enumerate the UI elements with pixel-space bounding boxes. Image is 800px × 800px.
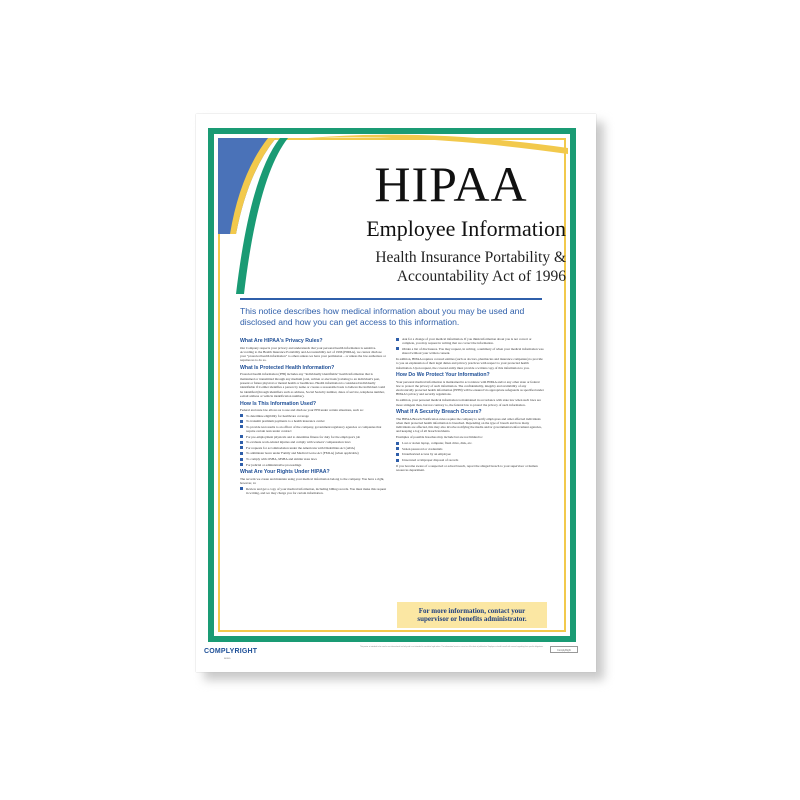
list-item: To comply with OSHA, MSHA and similar state laws (240, 457, 388, 461)
publisher-badge: ComplyRight (550, 646, 578, 653)
list-item: Obtain a list of disclosures. You may request, in writing, a summary of when your medical information was shared without your written consent. (396, 347, 544, 356)
title-divider (240, 298, 542, 300)
poster-subtitle: Employee Information (366, 216, 566, 241)
breach-list (396, 441, 544, 462)
section-body: In addition, HIPAA requires covered entities (such as doctors, pharmacies and insurance companies) to provide to you an explanation of their legal duties and privacy practices with respect to your protected health information. Upon request, the covered entity must provide a written copy of this information to you. (396, 357, 543, 370)
list-item: Unsecured or improper disposal of records (396, 458, 544, 462)
list-item: Ask for a change of your medical information. If you think information about you is not correct or complete, you may request in writing that we correct the information. (396, 337, 544, 346)
callout-line-1: For more information, contact your (418, 606, 526, 615)
section-body: Federal and state law allows us to use and disclose your PHI under certain situations, such as: (240, 407, 364, 412)
section-body: Examples of possible breaches may include but are not limited to: (396, 435, 483, 440)
list-item: Review and get a copy of your medical information, including billing records. You must make this request in writing, and we may charge you for certain information. (240, 487, 388, 496)
right-column (396, 336, 544, 474)
section-heading: What Are Your Rights Under HIPAA? (240, 469, 330, 476)
section-heading: What Are HIPAA's Privacy Rules? (240, 338, 323, 345)
fine-print: This poster is intended to be used as an informational tool only and is not intended to constitute legal advice. The information herein is current as of the date of publication. Employers should consult with counsel regarding their specific obligations. (360, 646, 544, 648)
section-heading: What If A Security Breach Occurs? (396, 409, 482, 416)
product-code: R0905 (224, 658, 231, 660)
section-body: Your personal medical information is maintained in accordance with HIPAA and/or any other state or federal law to protect the privacy of such information. The confidentiality, integrity and availability of any electronically protected health information (EPHI) will be ensured via appropriate safeguards as specified under HIPAA's privacy and security regulations. (396, 379, 544, 397)
list-item: To evaluate work-related injuries and comply with workers' compensation laws (240, 440, 388, 444)
list-item: To transmit premium payments to a health insurance carrier (240, 419, 388, 423)
rights-list-part-1 (240, 487, 388, 496)
act-line-1: Health Insurance Portability & (375, 249, 566, 266)
yellow-top-swoosh (308, 135, 568, 154)
section-body: If you become aware of a suspected or actual breach, report the alleged breach to your supervisor or human resources department. (396, 463, 538, 473)
section-body: The records we create and maintain using your medical information belong to the company. You have a right, however, to: (240, 476, 385, 485)
callout-line-2: supervisor or benefits administrator. (417, 615, 527, 623)
uses-list (240, 414, 388, 467)
section-body: Protected health information (PHI) includes any "individually identifiable" health information that is maintained or transmitted through any medium (oral, written or electronic) relating to an individual's past, present or future physical or mental health or healthcare. Health information is considered individually identifiable if it either identifies a person by name or creates a reasonable basis to believe the individual could be identified (through identifiers such as address, Social Security number, dates of service, telephone number, e-mail address or vehicle identification number). (240, 372, 386, 398)
section-body: In addition, your personal medical information is maintained in accordance with state law when such laws are more stringent than, but not contrary to, the federal law to protect the privacy of such information. (396, 398, 541, 407)
rights-list-part-2 (396, 337, 544, 355)
list-item: To provide test results to an officer of the company, government regulatory agencies or companies that require certain tests under contract (240, 425, 388, 434)
left-column (240, 336, 388, 497)
section-body: The HIPAA Breach Notification rules require the company to notify employees and other affected individuals when their protected health information is breached. Depending on the type of breach and how many individuals are affected, this may also involve notifying the media and/or governmental enforcement agencies, and keeping a log of all breach incidents. (396, 416, 542, 434)
section-heading: What Is Protected Health Information? (240, 365, 335, 372)
act-title (296, 248, 566, 286)
section-heading: How Do We Protect Your Information? (396, 372, 490, 379)
section-body: Our Company respects your privacy and understands that your personal health information is sensitive. According to the Health Insurance Portability and Accountability Act of 1996 (HIPAA), we cannot disclose your "protected health information" to others unless we have your permission – or unless the law authorizes or requires us to do so. (240, 345, 386, 363)
list-item: For requests for accommodation under the Americans with Disabilities Act (ADA) (240, 446, 388, 450)
contact-callout (397, 602, 547, 628)
list-item: Lost or stolen laptop, computer, flash drive, disk, etc. (396, 441, 544, 445)
act-line-2: Accountability Act of 1996 (396, 268, 566, 285)
list-item: Stolen password or credentials (396, 447, 544, 451)
complyright-logo: COMPLYRIGHT (204, 648, 258, 655)
poster-title: HIPAA (374, 156, 528, 212)
list-item: To determine eligibility for healthcare coverage (240, 414, 388, 418)
hipaa-poster (196, 114, 596, 672)
list-item: For pre-employment physicals and to determine fitness for duty for the employee's job (240, 435, 388, 439)
list-item: Unauthorized access by an employee (396, 452, 544, 456)
notice-text: This notice describes how medical information about you may be used and disclosed and how you can get access to this information. (240, 306, 525, 327)
list-item: To administer leave under Family and Medical Leave Act (FMLA) (when applicable) (240, 451, 388, 455)
section-heading: How Is This Information Used? (240, 400, 317, 407)
list-item: For judicial or administrative proceedings (240, 463, 388, 467)
